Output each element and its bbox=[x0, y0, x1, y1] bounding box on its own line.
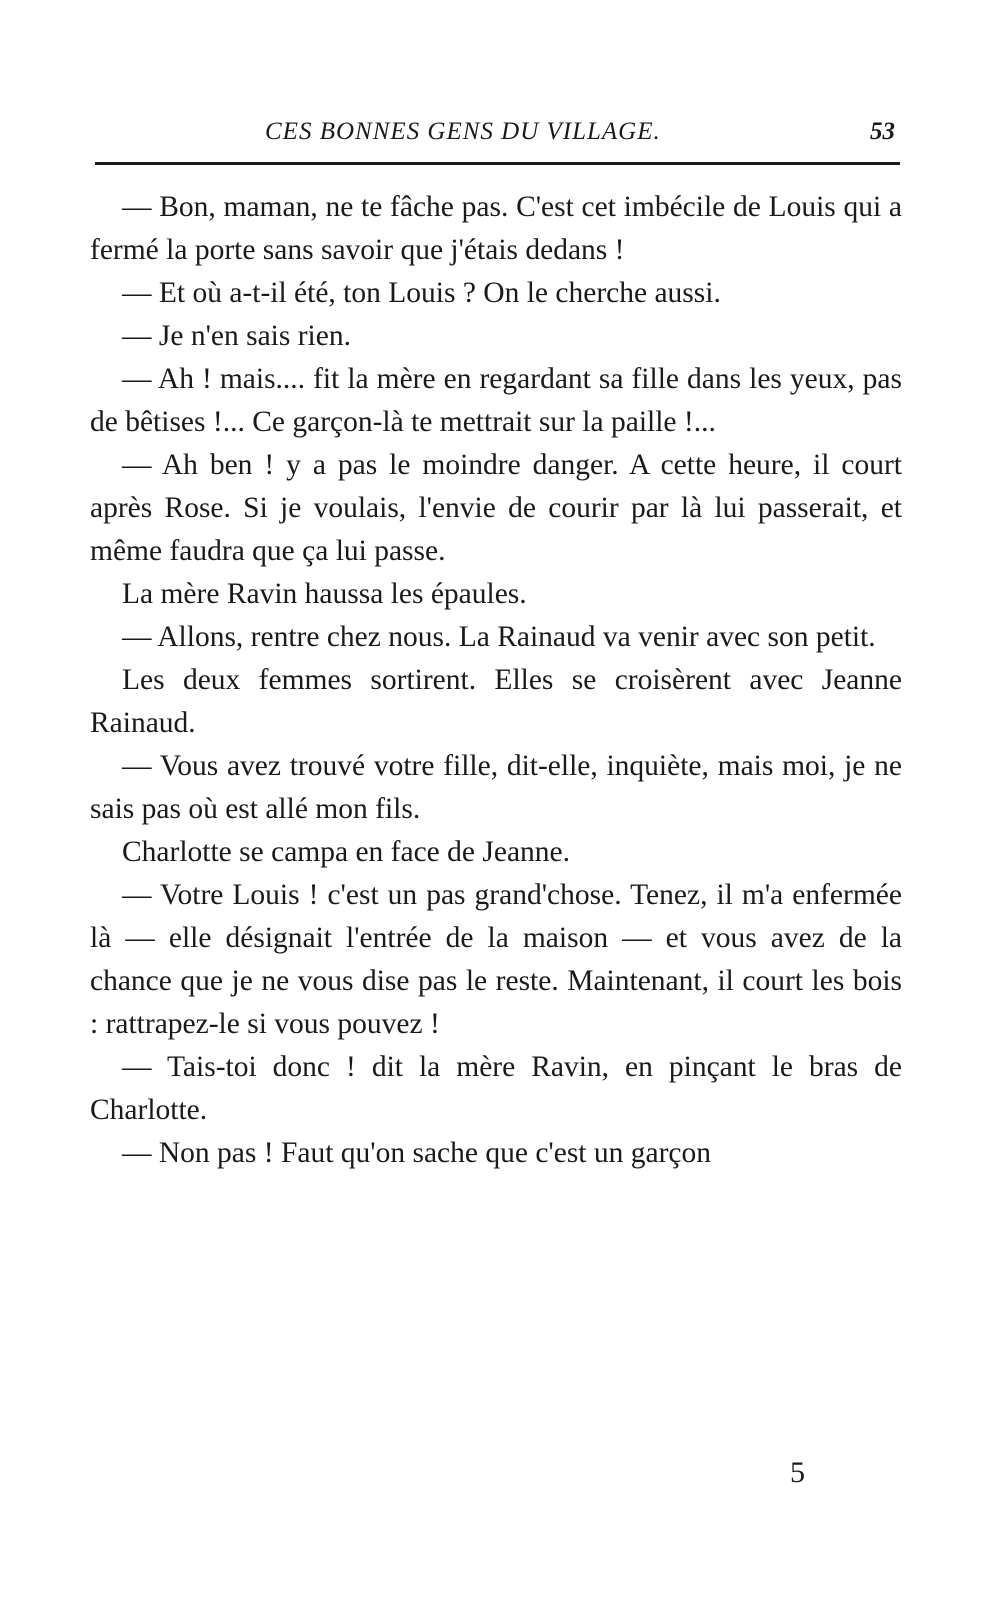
page-number: 53 bbox=[870, 118, 895, 145]
page-header bbox=[95, 118, 895, 154]
body-text bbox=[90, 186, 902, 1175]
signature-mark: 5 bbox=[790, 1456, 805, 1489]
paragraph: — Votre Louis ! c'est un pas grand'chose. Tenez, il m'a enfermée là — elle désignait l'entrée de la maison — et vous avez de la chance que je ne vous dise pas le reste. Maintenant, il court les bois : rattrapez-le si vous pouvez ! bbox=[90, 879, 902, 1040]
paragraph: — Ah ben ! y a pas le moindre danger. A cette heure, il court après Rose. Si je voulais, l'envie de courir par là lui passerait, et même faudra que ça lui passe. bbox=[90, 449, 902, 567]
paragraph: — Ah ! mais.... fit la mère en regardant sa fille dans les yeux, pas de bêtises !... Ce garçon-là te mettrait sur la paille !... bbox=[90, 363, 902, 438]
running-title: CES BONNES GENS DU VILLAGE. bbox=[265, 118, 661, 145]
paragraph: — Allons, rentre chez nous. La Rainaud va venir avec son petit. bbox=[122, 621, 876, 653]
paragraph: — Non pas ! Faut qu'on sache que c'est un garçon bbox=[122, 1137, 712, 1169]
paragraph: Charlotte se campa en face de Jeanne. bbox=[122, 836, 571, 868]
paragraph: — Bon, maman, ne te fâche pas. C'est cet imbécile de Louis qui a fermé la porte sans savoir que j'étais dedans ! bbox=[90, 191, 902, 266]
paragraph: — Je n'en sais rien. bbox=[122, 320, 351, 352]
paragraph: Les deux femmes sortirent. Elles se croisèrent avec Jeanne Rainaud. bbox=[90, 664, 902, 739]
paragraph: — Tais-toi donc ! dit la mère Ravin, en pinçant le bras de Charlotte. bbox=[90, 1051, 902, 1126]
paragraph: La mère Ravin haussa les épaules. bbox=[122, 578, 527, 610]
paragraph: — Vous avez trouvé votre fille, dit-elle, inquiète, mais moi, je ne sais pas où est allé mon fils. bbox=[90, 750, 902, 825]
paragraph: — Et où a-t-il été, ton Louis ? On le cherche aussi. bbox=[122, 277, 721, 309]
header-rule bbox=[95, 162, 900, 165]
